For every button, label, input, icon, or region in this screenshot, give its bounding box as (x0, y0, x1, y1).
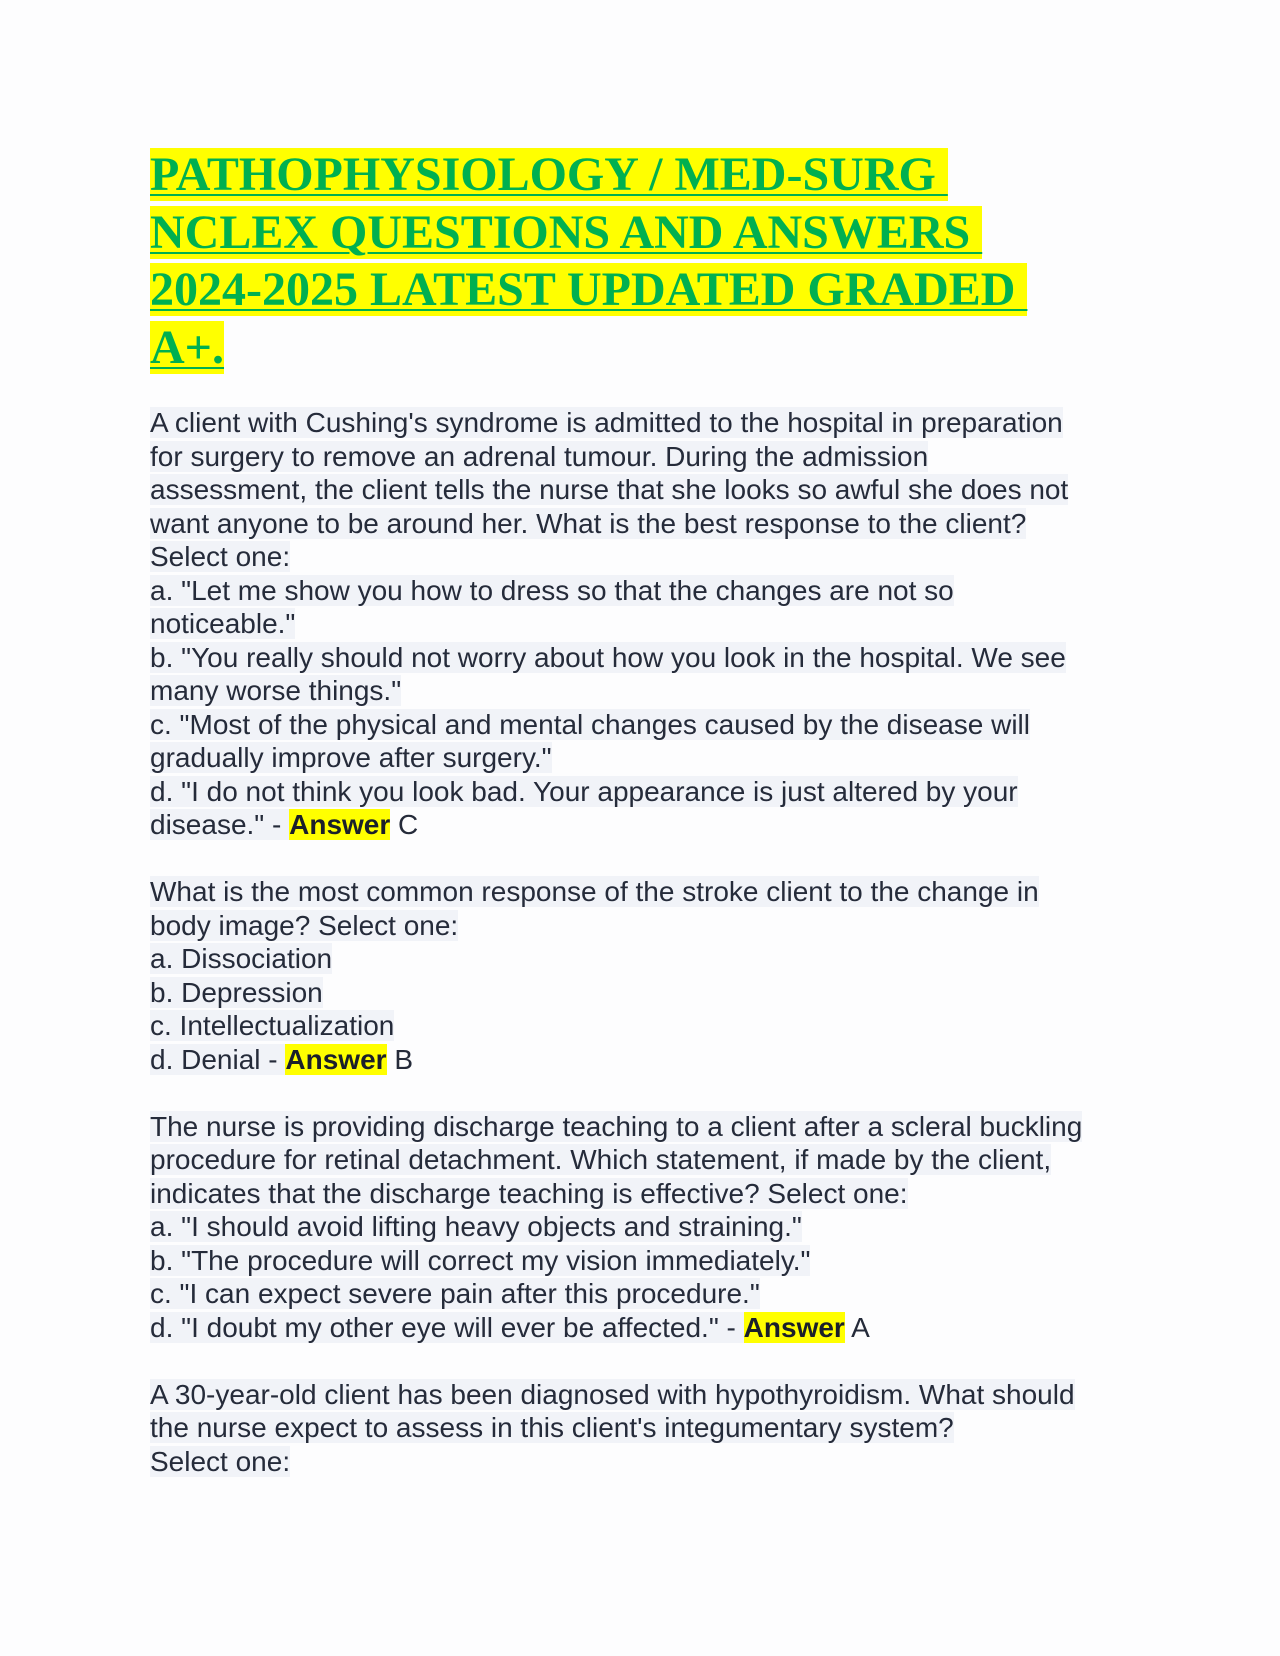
title-line: 2024-2025 LATEST UPDATED GRADED (150, 263, 1028, 316)
answer-line: disease." - Answer C (150, 809, 419, 840)
question-block-1 (150, 406, 1140, 842)
option-line: gradually improve after surgery." (150, 742, 552, 773)
option-line: b. "The procedure will correct my vision immediately." (150, 1244, 811, 1276)
question-block-4 (150, 1378, 1140, 1479)
option-line: c. "I can expect severe pain after this procedure." (150, 1278, 760, 1309)
option-line: noticeable." (150, 608, 296, 639)
document-title (150, 146, 1140, 376)
question-stem-line: Select one: (150, 541, 291, 572)
title-line: NCLEX QUESTIONS AND ANSWERS (150, 205, 983, 259)
answer-line: d. "I doubt my other eye will ever be affected." - Answer A (150, 1311, 870, 1343)
question-stem-line: assessment, the client tells the nurse that she looks so awful she does not (150, 474, 1069, 505)
question-stem-line: What is the most common response of the stroke client to the change in (150, 876, 1039, 907)
document-page (150, 146, 1140, 1512)
question-block-3 (150, 1110, 1140, 1345)
question-stem-line: for surgery to remove an adrenal tumour. During the admission (150, 440, 929, 472)
question-stem-line: want anyone to be around her. What is the best response to the client? (150, 507, 1027, 539)
question-stem-line: body image? Select one: (150, 909, 459, 941)
answer-value: B (386, 1043, 414, 1075)
question-stem-line: the nurse expect to assess in this client's integumentary system? (150, 1412, 954, 1443)
option-line: c. "Most of the physical and mental changes caused by the disease will (150, 708, 1030, 740)
answer-line: d. Denial - Answer B (150, 1043, 414, 1075)
question-stem-line: A 30-year-old client has been diagnosed with hypothyroidism. What should (150, 1378, 1075, 1410)
question-stem-line: A client with Cushing's syndrome is admitted to the hospital in preparation (150, 407, 1063, 438)
option-line: b. Depression (150, 976, 323, 1008)
answer-value: A (844, 1311, 870, 1343)
option-line: c. Intellectualization (150, 1010, 395, 1041)
question-stem-line: procedure for retinal detachment. Which statement, if made by the client, (150, 1144, 1052, 1175)
question-stem-line: indicates that the discharge teaching is effective? Select one: (150, 1177, 908, 1209)
question-stem-line: The nurse is providing discharge teaching to a client after a scleral buckling (150, 1110, 1083, 1142)
question-block-2 (150, 875, 1140, 1076)
option-line: a. Dissociation (150, 943, 333, 974)
answer-label: Answer (743, 1311, 845, 1343)
option-line: a. "I should avoid lifting heavy objects and straining." (150, 1211, 802, 1242)
answer-value: C (390, 809, 419, 840)
option-line: d. "I do not think you look bad. Your appearance is just altered by your (150, 775, 1018, 807)
question-stem-line: Select one: (150, 1445, 291, 1477)
option-line: a. "Let me show you how to dress so that the changes are not so (150, 574, 954, 606)
answer-label: Answer (285, 1043, 387, 1075)
title-line: PATHOPHYSIOLOGY / MED-SURG (150, 148, 948, 201)
title-line: A+. (150, 320, 225, 374)
answer-label: Answer (289, 809, 391, 840)
option-line: many worse things." (150, 675, 402, 706)
option-line: b. "You really should not worry about how you look in the hospital. We see (150, 641, 1066, 673)
